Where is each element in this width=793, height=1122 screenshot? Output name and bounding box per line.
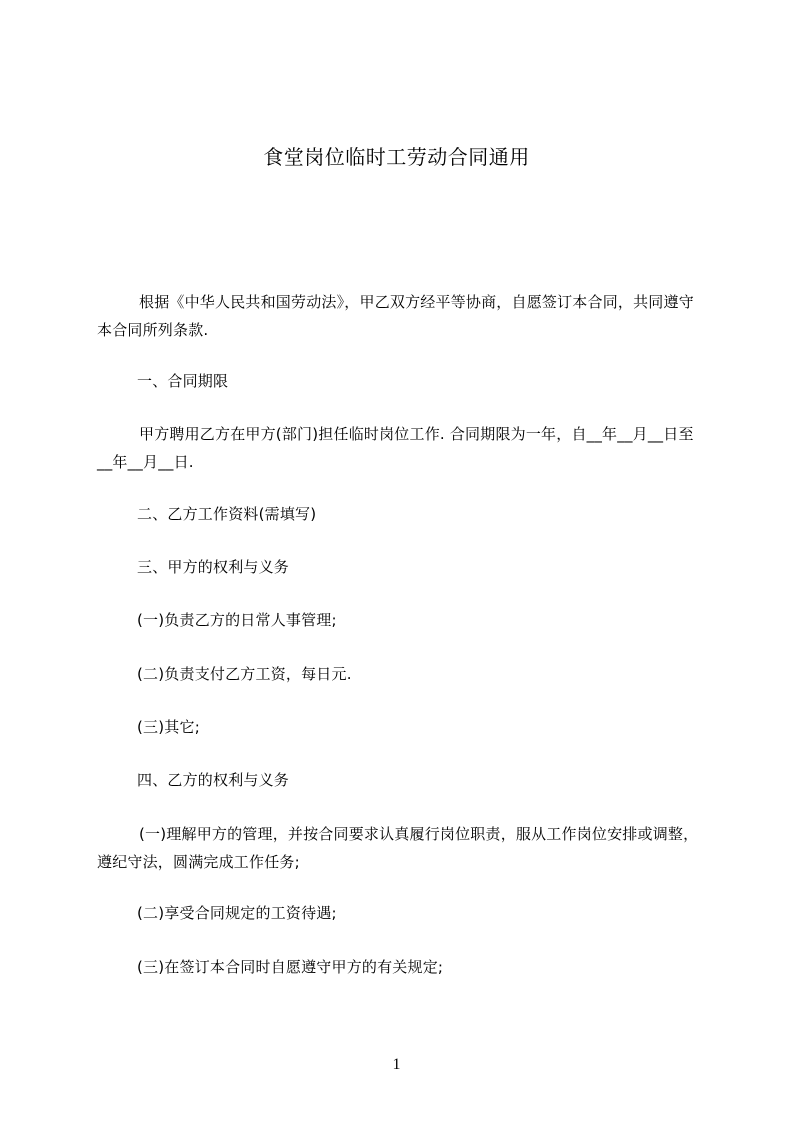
section-3-heading: 三、甲方的权利与义务 [137,558,290,576]
section-1-body: 甲方聘用乙方在甲方(部门)担任临时岗位工作. 合同期限为一年，自__年__月__日至__年__月__日. [97,425,694,471]
section-3-item-1: (一)负责乙方的日常人事管理; [137,611,337,629]
section-3-item-3: (三)其它; [137,718,200,736]
page-number: 1 [392,1056,401,1073]
section-3-item-2: (二)负责支付乙方工资，每日元. [137,665,352,683]
intro-paragraph: 根据《中华人民共和国劳动法》，甲乙双方经平等协商，自愿签订本合同，共同遵守本合同所列条款. [97,293,694,339]
section-4-heading: 四、乙方的权利与义务 [137,771,290,789]
document-title: 食堂岗位临时工劳动合同通用 [263,145,530,169]
section-2-heading: 二、乙方工作资料(需填写) [137,505,317,523]
section-4-item-1: (一)理解甲方的管理，并按合同要求认真履行岗位职责，服从工作岗位安排或调整，遵纪守法，圆满完成工作任务; [97,825,699,871]
section-4-item-3: (三)在签订本合同时自愿遵守甲方的有关规定; [137,958,444,976]
section-4-item-2: (二)享受合同规定的工资待遇; [137,904,337,922]
section-1-heading: 一、合同期限 [137,372,229,390]
